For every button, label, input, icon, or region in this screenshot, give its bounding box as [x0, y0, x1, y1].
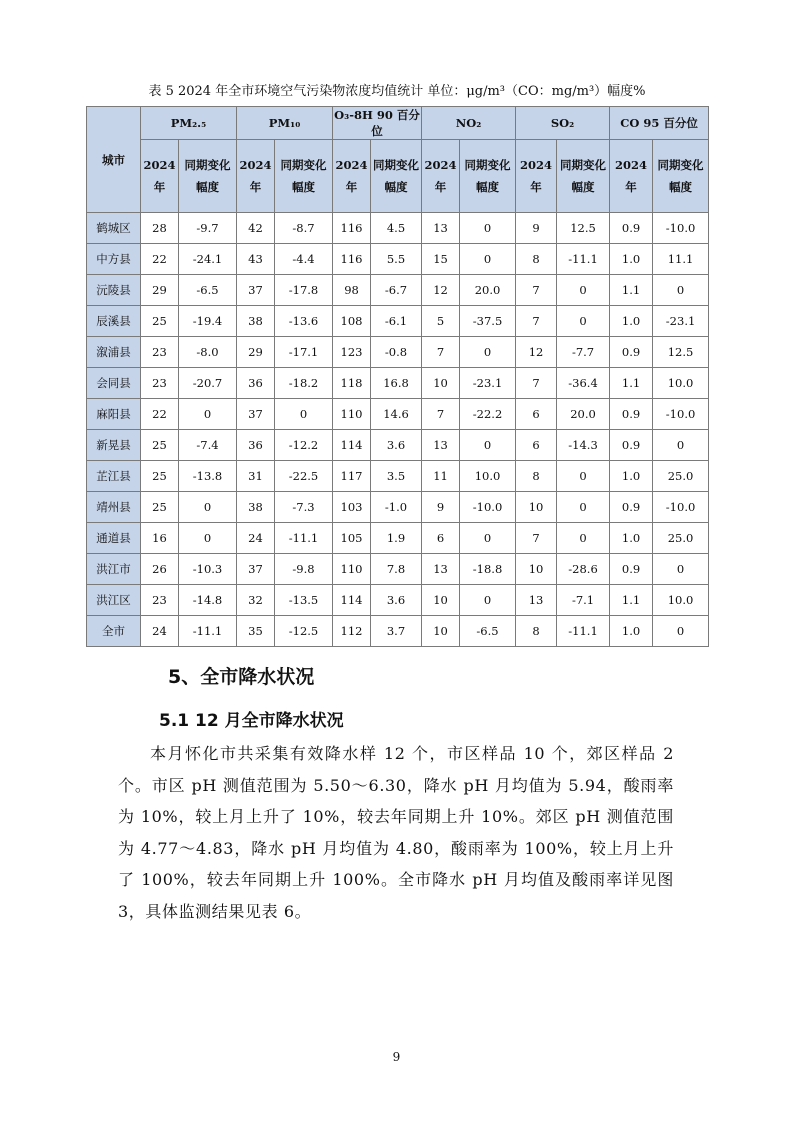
value-cell: 6 [516, 399, 557, 430]
group-header: CO 95 百分位 [610, 107, 709, 140]
value-cell: 6 [516, 430, 557, 461]
city-cell: 全市 [87, 616, 141, 647]
value-cell: 0 [557, 492, 610, 523]
value-cell: 13 [422, 554, 460, 585]
city-cell: 通道县 [87, 523, 141, 554]
value-cell: 10 [516, 554, 557, 585]
value-cell: 38 [237, 492, 275, 523]
value-cell: 36 [237, 430, 275, 461]
body-paragraph: 本月怀化市共采集有效降水样 12 个，市区样品 10 个，郊区样品 2 个。市区 pH 测值范围为 5.50～6.30，降水 pH 月均值为 5.94，酸雨率为 10%，较上月上升了 10%，较去年同期上升 10%。郊区 pH 测值范围为 4.77～4.83，降水 pH 月均值为 4.80，酸雨率为 100%，较上月上升了 100%，较去年同期上升 100%。全市降水 pH 月均值及酸雨率详见图 3，具体监测结果见表 6。 [118, 744, 674, 921]
value-cell: 110 [333, 399, 371, 430]
value-cell: -36.4 [557, 368, 610, 399]
city-cell: 会同县 [87, 368, 141, 399]
value-cell: 0.9 [610, 399, 653, 430]
value-cell: -11.1 [557, 244, 610, 275]
value-cell: 0.9 [610, 337, 653, 368]
value-cell: 11.1 [653, 244, 709, 275]
value-cell: -7.1 [557, 585, 610, 616]
value-cell: 0.9 [610, 554, 653, 585]
value-cell: -11.1 [179, 616, 237, 647]
value-cell: -18.8 [460, 554, 516, 585]
value-cell: 0.9 [610, 492, 653, 523]
value-cell: 10 [422, 616, 460, 647]
value-cell: 7 [516, 523, 557, 554]
change-header: 同期变化幅度 [179, 140, 237, 213]
value-cell: 103 [333, 492, 371, 523]
table-row [87, 368, 709, 399]
city-cell: 洪江市 [87, 554, 141, 585]
value-cell: -13.6 [275, 306, 333, 337]
value-cell: -6.5 [179, 275, 237, 306]
value-cell: 112 [333, 616, 371, 647]
value-cell: 118 [333, 368, 371, 399]
value-cell: 25 [141, 306, 179, 337]
group-header: PM₁₀ [237, 107, 333, 140]
change-header: 同期变化幅度 [371, 140, 422, 213]
value-cell: 28 [141, 213, 179, 244]
group-header: O₃-8H 90 百分位 [334, 108, 420, 138]
value-cell: 10.0 [460, 461, 516, 492]
value-cell: 0 [179, 523, 237, 554]
value-cell: 117 [333, 461, 371, 492]
table-row [87, 213, 709, 244]
city-cell: 中方县 [87, 244, 141, 275]
value-cell: 1.0 [610, 523, 653, 554]
city-cell: 鹤城区 [87, 213, 141, 244]
value-cell: -0.8 [371, 337, 422, 368]
value-cell: -7.7 [557, 337, 610, 368]
value-cell: 16.8 [371, 368, 422, 399]
value-cell: 116 [333, 244, 371, 275]
value-cell: 116 [333, 213, 371, 244]
value-cell: -13.5 [275, 585, 333, 616]
value-cell: -9.7 [179, 213, 237, 244]
value-cell: 0 [275, 399, 333, 430]
value-cell: 42 [237, 213, 275, 244]
value-cell: 10.0 [653, 585, 709, 616]
value-cell: 14.6 [371, 399, 422, 430]
group-header: PM₂.₅ [141, 107, 237, 140]
value-cell: 0 [460, 337, 516, 368]
value-cell: -20.7 [179, 368, 237, 399]
value-cell: -17.1 [275, 337, 333, 368]
value-cell: -11.1 [275, 523, 333, 554]
value-cell: -24.1 [179, 244, 237, 275]
change-header: 同期变化幅度 [460, 140, 516, 213]
value-cell: -12.5 [275, 616, 333, 647]
value-cell: 23 [141, 368, 179, 399]
value-cell: 36 [237, 368, 275, 399]
value-cell: -14.8 [179, 585, 237, 616]
value-cell: 1.0 [610, 461, 653, 492]
table-row [87, 306, 709, 337]
value-cell: 12.5 [653, 337, 709, 368]
group-header-row [87, 107, 709, 140]
section-heading: 5、全市降水状况 [168, 666, 315, 688]
value-cell: 10 [422, 368, 460, 399]
value-cell: 8 [516, 244, 557, 275]
value-cell: 29 [237, 337, 275, 368]
value-cell: -13.8 [179, 461, 237, 492]
value-cell: 0 [557, 523, 610, 554]
value-cell: 9 [516, 213, 557, 244]
table-row [87, 399, 709, 430]
city-cell: 靖州县 [87, 492, 141, 523]
value-cell: 32 [237, 585, 275, 616]
page-number: 9 [392, 1050, 401, 1064]
table-row [87, 616, 709, 647]
value-cell: -11.1 [557, 616, 610, 647]
value-cell: 10 [516, 492, 557, 523]
value-cell: -4.4 [275, 244, 333, 275]
value-cell: 22 [141, 244, 179, 275]
change-header: 同期变化幅度 [275, 140, 333, 213]
city-cell: 辰溪县 [87, 306, 141, 337]
value-cell: 4.5 [371, 213, 422, 244]
value-cell: 3.5 [371, 461, 422, 492]
value-cell: -8.0 [179, 337, 237, 368]
value-cell: 8 [516, 616, 557, 647]
value-cell: 3.6 [371, 430, 422, 461]
city-cell: 麻阳县 [87, 399, 141, 430]
value-cell: 114 [333, 430, 371, 461]
value-cell: 26 [141, 554, 179, 585]
value-cell: -10.0 [460, 492, 516, 523]
value-cell: -7.3 [275, 492, 333, 523]
value-cell: 0 [179, 399, 237, 430]
value-cell: -19.4 [179, 306, 237, 337]
value-cell: 15 [422, 244, 460, 275]
value-cell: -6.1 [371, 306, 422, 337]
value-cell: 37 [237, 275, 275, 306]
value-cell: -23.1 [460, 368, 516, 399]
table-row [87, 275, 709, 306]
value-cell: 1.1 [610, 368, 653, 399]
value-cell: 10.0 [653, 368, 709, 399]
year-header: 2024年 [237, 140, 275, 213]
year-header: 2024年 [610, 140, 653, 213]
value-cell: 0 [653, 616, 709, 647]
value-cell: 25 [141, 430, 179, 461]
value-cell: 20.0 [557, 399, 610, 430]
value-cell: 5.5 [371, 244, 422, 275]
value-cell: 25 [141, 461, 179, 492]
year-header: 2024年 [422, 140, 460, 213]
table-row [87, 430, 709, 461]
value-cell: 22 [141, 399, 179, 430]
pollutant-table [86, 106, 709, 647]
change-header: 同期变化幅度 [557, 140, 610, 213]
value-cell: 0.9 [610, 213, 653, 244]
value-cell: -6.7 [371, 275, 422, 306]
value-cell: 114 [333, 585, 371, 616]
table-row [87, 492, 709, 523]
value-cell: 11 [422, 461, 460, 492]
value-cell: 12 [422, 275, 460, 306]
value-cell: 0 [460, 585, 516, 616]
value-cell: 7 [516, 306, 557, 337]
table-caption: 表 5 2024 年全市环境空气污染物浓度均值统计 单位：μg/m³（CO：mg/m³）幅度% [148, 84, 646, 99]
year-header: 2024年 [516, 140, 557, 213]
value-cell: -8.7 [275, 213, 333, 244]
value-cell: 123 [333, 337, 371, 368]
value-cell: -22.5 [275, 461, 333, 492]
value-cell: -10.0 [653, 399, 709, 430]
city-cell: 洪江区 [87, 585, 141, 616]
table-row [87, 461, 709, 492]
value-cell: 24 [237, 523, 275, 554]
value-cell: 1.1 [610, 585, 653, 616]
year-header: 2024年 [141, 140, 179, 213]
value-cell: 0 [179, 492, 237, 523]
value-cell: 7.8 [371, 554, 422, 585]
value-cell: 12 [516, 337, 557, 368]
value-cell: 0 [653, 430, 709, 461]
value-cell: 0 [460, 244, 516, 275]
year-header: 2024年 [333, 140, 371, 213]
value-cell: -22.2 [460, 399, 516, 430]
value-cell: 1.9 [371, 523, 422, 554]
value-cell: 29 [141, 275, 179, 306]
value-cell: -14.3 [557, 430, 610, 461]
sub-header-row [87, 140, 709, 213]
value-cell: 25 [141, 492, 179, 523]
city-cell: 溆浦县 [87, 337, 141, 368]
value-cell: 9 [422, 492, 460, 523]
group-header: SO₂ [516, 107, 610, 140]
value-cell: 1.0 [610, 616, 653, 647]
city-cell: 新晃县 [87, 430, 141, 461]
value-cell: -6.5 [460, 616, 516, 647]
value-cell: 0 [557, 275, 610, 306]
value-cell: -9.8 [275, 554, 333, 585]
value-cell: 1.0 [610, 244, 653, 275]
value-cell: 0 [557, 461, 610, 492]
value-cell: 35 [237, 616, 275, 647]
value-cell: 12.5 [557, 213, 610, 244]
city-cell: 芷江县 [87, 461, 141, 492]
value-cell: 6 [422, 523, 460, 554]
value-cell: 43 [237, 244, 275, 275]
value-cell: 0 [653, 275, 709, 306]
value-cell: 23 [141, 585, 179, 616]
value-cell: 110 [333, 554, 371, 585]
value-cell: 16 [141, 523, 179, 554]
group-header: NO₂ [422, 107, 516, 140]
city-header: 城市 [87, 107, 141, 213]
value-cell: 13 [422, 430, 460, 461]
value-cell: 5 [422, 306, 460, 337]
value-cell: -7.4 [179, 430, 237, 461]
value-cell: 3.7 [371, 616, 422, 647]
value-cell: 3.6 [371, 585, 422, 616]
value-cell: 1.0 [610, 306, 653, 337]
value-cell: 0 [557, 306, 610, 337]
value-cell: 0 [653, 554, 709, 585]
value-cell: 13 [422, 213, 460, 244]
value-cell: 8 [516, 461, 557, 492]
value-cell: 23 [141, 337, 179, 368]
value-cell: -12.2 [275, 430, 333, 461]
value-cell: -37.5 [460, 306, 516, 337]
value-cell: 31 [237, 461, 275, 492]
value-cell: -17.8 [275, 275, 333, 306]
value-cell: 98 [333, 275, 371, 306]
value-cell: 13 [516, 585, 557, 616]
value-cell: -23.1 [653, 306, 709, 337]
value-cell: 1.1 [610, 275, 653, 306]
value-cell: 0 [460, 430, 516, 461]
value-cell: 7 [422, 337, 460, 368]
value-cell: -10.0 [653, 492, 709, 523]
value-cell: 0 [460, 213, 516, 244]
table-row [87, 523, 709, 554]
table-row [87, 244, 709, 275]
value-cell: -18.2 [275, 368, 333, 399]
value-cell: 0.9 [610, 430, 653, 461]
value-cell: -28.6 [557, 554, 610, 585]
city-cell: 沅陵县 [87, 275, 141, 306]
table-body [87, 213, 709, 647]
value-cell: 7 [516, 275, 557, 306]
change-header: 同期变化幅度 [653, 140, 709, 213]
value-cell: 105 [333, 523, 371, 554]
value-cell: -10.3 [179, 554, 237, 585]
table-row [87, 554, 709, 585]
value-cell: 37 [237, 399, 275, 430]
value-cell: 25.0 [653, 523, 709, 554]
table-row [87, 337, 709, 368]
value-cell: 38 [237, 306, 275, 337]
value-cell: 37 [237, 554, 275, 585]
value-cell: -10.0 [653, 213, 709, 244]
value-cell: 20.0 [460, 275, 516, 306]
value-cell: 7 [516, 368, 557, 399]
value-cell: 24 [141, 616, 179, 647]
value-cell: 108 [333, 306, 371, 337]
value-cell: 7 [422, 399, 460, 430]
value-cell: -1.0 [371, 492, 422, 523]
subsection-heading: 5.1 12 月全市降水状况 [159, 711, 344, 731]
value-cell: 25.0 [653, 461, 709, 492]
value-cell: 0 [460, 523, 516, 554]
value-cell: 10 [422, 585, 460, 616]
table-row [87, 585, 709, 616]
